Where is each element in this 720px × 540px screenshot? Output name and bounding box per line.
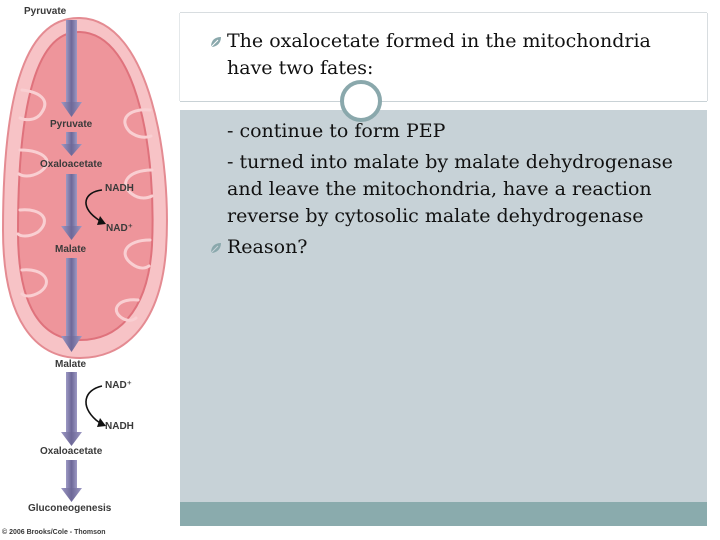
body-line-1: - continue to form PEP [227,120,446,142]
divider-circle-ornament [340,80,382,122]
footer-bar [180,502,707,526]
mitochondria-figure [0,0,180,540]
label-oxaloacetate-mito: Oxaloacetate [40,159,103,170]
slide-title-line-1: The oxalocetate formed in the mitochondria [227,30,651,52]
body-line-2: - turned into malate by malate dehydrogenase [227,151,673,173]
leaf-bullet-icon [210,242,222,254]
mitochondria-diagram [0,0,180,540]
label-malate-cytosol: Malate [55,359,87,370]
label-pyruvate-mito: Pyruvate [50,119,93,130]
label-pyruvate-cytosol: Pyruvate [24,6,67,17]
reason-bullet-row [210,234,410,261]
label-oxaloacetate-cytosol: Oxaloacetate [40,446,103,457]
label-nadh-mito: NADH [105,183,134,194]
label-nad-cytosol: NAD⁺ [105,380,132,391]
leaf-bullet-icon [210,36,222,48]
label-malate-mito: Malate [55,244,87,255]
reason-text: Reason? [227,236,308,258]
label-nad-mito: NAD⁺ [106,223,133,234]
body-line-3: and leave the mitochondria, have a reaction [227,178,652,200]
label-gluconeogenesis: Gluconeogenesis [28,503,112,514]
slide-title-line-2: have two fates: [227,57,374,79]
body-line-4: reverse by cytosolic malate dehydrogenase [227,205,644,227]
label-nadh-cytosol: NADH [105,421,134,432]
copyright-notice: © 2006 Brooks/Cole - Thomson [2,529,106,536]
title-bullet-row [210,28,690,55]
